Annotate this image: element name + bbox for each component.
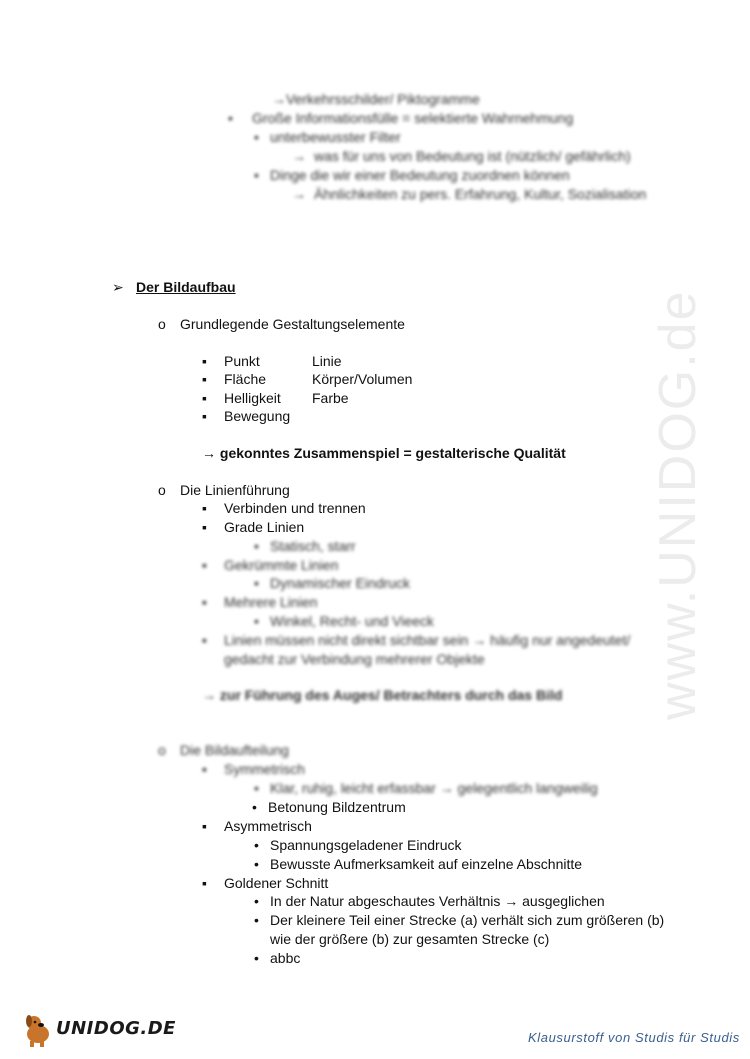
sub2-item-5-line-1: Linien müssen nicht direkt sichtbar sein → häufig nur angedeutet/: [224, 632, 631, 648]
sub2-item-3-sub: Dynamischer Eindruck: [270, 575, 411, 591]
sub2-item-4: Mehrere Linien: [224, 594, 318, 610]
square-bullet-icon: ▪: [202, 875, 207, 891]
sub2-item-4-sub: Winkel, Recht- und Vieeck: [270, 613, 434, 629]
sub3-item-2: Asymmetrisch: [224, 818, 312, 834]
square-bullet-icon: ▪: [202, 353, 207, 369]
blurred-arrow: →: [292, 148, 306, 164]
sub2-item-5-line-2: gedacht zur Verbindung mehrerer Objekte: [224, 651, 485, 667]
unidog-logo: [22, 1012, 176, 1048]
dot-bullet-icon: •: [254, 950, 259, 966]
dot-bullet-icon: •: [254, 613, 259, 629]
sub2-item-3: Gekrümmte Linien: [224, 557, 339, 573]
square-bullet-icon: ▪: [202, 500, 207, 516]
blurred-bullet: •: [228, 110, 233, 126]
sub3-item-2-sub-1: Spannungsgeladener Eindruck: [270, 837, 462, 853]
sub1-marker: o: [158, 316, 166, 332]
square-bullet-icon: ▪: [202, 408, 207, 424]
element-a: Bewegung: [224, 408, 291, 424]
sub1-conclusion: → gekonntes Zusammenspiel = gestalterische Qualität: [202, 445, 566, 461]
square-bullet-icon: ▪: [202, 371, 207, 387]
sub2-item-2-sub: Statisch, starr: [270, 538, 356, 554]
blurred-line-1: →Verkehrsschilder/ Piktogramme: [272, 91, 480, 107]
blurred-line-6: Ähnlichkeiten zu pers. Erfahrung, Kultur, Sozialisation: [314, 186, 647, 202]
blurred-line-4: was für uns von Bedeutung ist (nützlich/ gefährlich): [314, 148, 631, 164]
element-a: Helligkeit: [224, 390, 281, 406]
blurred-line-3: unterbewusster Filter: [270, 129, 401, 145]
square-bullet-icon: ▪: [202, 594, 207, 610]
blurred-bullet: •: [254, 129, 259, 145]
blurred-line-2: Große Informationsfülle = selektierte Wahrnehmung: [252, 110, 574, 126]
sub3-item-3-sub-3: abbc: [270, 950, 301, 966]
element-b: Körper/Volumen: [312, 371, 413, 387]
dot-bullet-icon: •: [254, 538, 259, 554]
square-bullet-icon: ▪: [202, 557, 207, 573]
sub3-item-2-sub-2: Bewusste Aufmerksamkeit auf einzelne Abschnitte: [270, 856, 583, 872]
dot-bullet-icon: •: [254, 856, 259, 872]
footer-tagline: Klausurstoff von Studis für Studis: [528, 1030, 740, 1045]
sub3-marker: o: [158, 742, 166, 758]
square-bullet-icon: ▪: [202, 519, 207, 535]
blurred-arrow: →: [292, 186, 306, 202]
square-bullet-icon: ▪: [202, 632, 207, 648]
sub3-item-3: Goldener Schnitt: [224, 875, 329, 891]
sub2-conclusion: → zur Führung des Auges/ Betrachters durch das Bild: [202, 687, 563, 703]
element-a: Punkt: [224, 353, 260, 369]
sub3-item-1: Symmetrisch: [224, 761, 305, 777]
blurred-line-5: Dinge die wir einer Bedeutung zuordnen können: [270, 167, 570, 183]
watermark: www.UNIDOG.de: [649, 289, 707, 720]
dot-bullet-icon: •: [254, 837, 259, 853]
sub2-title: Die Linienführung: [180, 482, 290, 498]
square-bullet-icon: ▪: [202, 818, 207, 834]
sub3-item-3-sub-2-line-1: Der kleinere Teil einer Strecke (a) verhält sich zum größeren (b): [270, 912, 665, 928]
sub1-title: Grundlegende Gestaltungselemente: [180, 316, 405, 332]
sub2-item-1: Verbinden und trennen: [224, 500, 366, 516]
sub2-item-2: Grade Linien: [224, 519, 305, 535]
blurred-bullet: •: [254, 167, 259, 183]
element-b: Farbe: [312, 390, 349, 406]
dot-bullet-icon: •: [254, 780, 259, 796]
element-b: Linie: [312, 353, 342, 369]
dot-bullet-icon: •: [254, 893, 259, 909]
element-a: Fläche: [224, 371, 267, 387]
sub3-item-1-sub-2: Betonung Bildzentrum: [268, 799, 406, 815]
sub3-title: Die Bildaufteilung: [180, 742, 289, 758]
square-bullet-icon: ▪: [202, 761, 207, 777]
sub3-item-3-sub-1: In der Natur abgeschautes Verhältnis → ausgeglichen: [270, 893, 605, 909]
sub3-item-3-sub-2-line-2: wie der größere (b) zur gesamten Strecke (c): [270, 931, 550, 947]
section-bullet-icon: ➢: [112, 279, 124, 295]
dot-bullet-icon: •: [252, 799, 257, 815]
square-bullet-icon: ▪: [202, 390, 207, 406]
sub2-marker: o: [158, 482, 166, 498]
logo-text: UNIDOG.DE: [56, 1018, 176, 1039]
section-title: Der Bildaufbau: [136, 279, 236, 295]
sub3-item-1-sub-1: Klar, ruhig, leicht erfassbar → gelegentlich langweilig: [270, 780, 598, 796]
dot-bullet-icon: •: [254, 912, 259, 928]
dot-bullet-icon: •: [254, 575, 259, 591]
